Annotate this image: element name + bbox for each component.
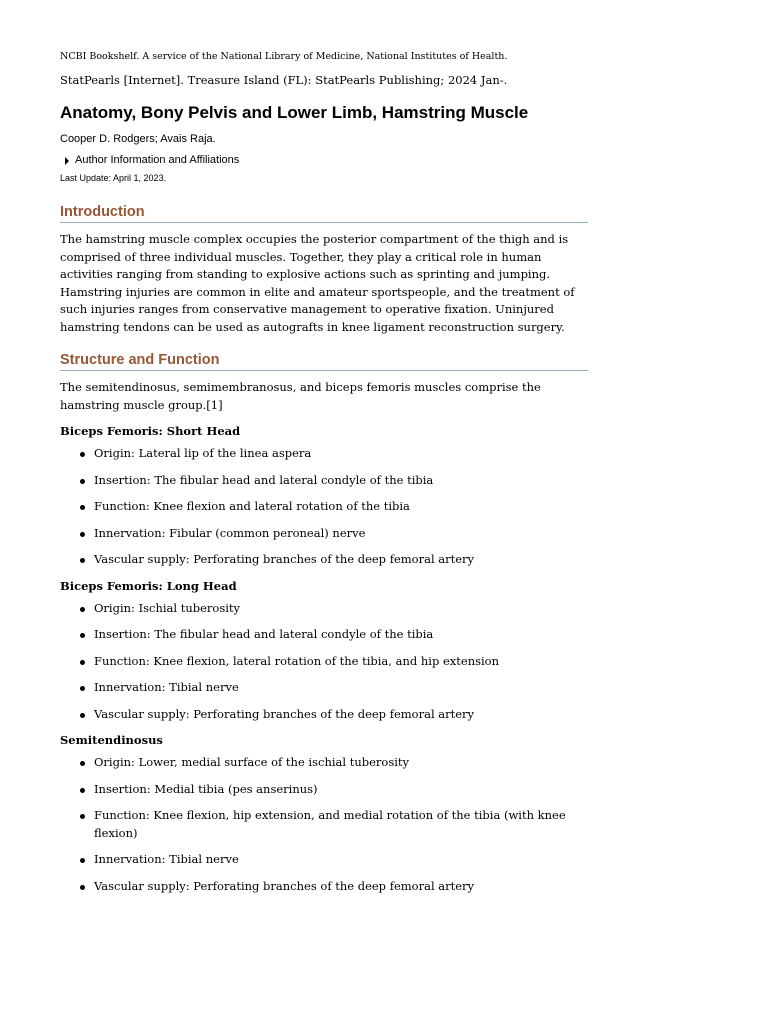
introduction-heading: Introduction <box>60 203 588 223</box>
list-item <box>94 626 588 644</box>
bullet-icon <box>80 532 85 537</box>
list-item <box>94 781 588 799</box>
list-item <box>94 525 588 543</box>
last-update: Last Update: April 1, 2023. <box>60 173 167 183</box>
bullet-icon <box>80 505 85 510</box>
author-affiliations-label: Author Information and Affiliations <box>75 154 240 166</box>
section-subheading: Semitendinosus <box>60 733 163 747</box>
bullet-icon <box>80 885 85 890</box>
bullet-icon <box>80 607 85 612</box>
bullet-icon <box>80 558 85 563</box>
bullet-icon <box>80 788 85 793</box>
list-item-text: Function: Knee flexion, lateral rotation of the tibia, and hip extension <box>94 653 500 668</box>
bullet-icon <box>80 660 85 665</box>
service-line: NCBI Bookshelf. A service of the National Library of Medicine, National Institutes of Health. <box>60 51 508 62</box>
bullet-icon <box>80 761 85 766</box>
muscle-sections <box>60 423 588 895</box>
list-item-text: Vascular supply: Perforating branches of the deep femoral artery <box>94 552 475 566</box>
structure-paragraph-text: The semitendinosus, semimembranosus, and biceps femoris muscles comprise the hamstring muscle group. <box>60 380 541 412</box>
list-item-text: Innervation: Fibular (common peroneal) nerve <box>94 525 366 540</box>
list-item-text: Function: Knee flexion, hip extension, and medial rotation of the tibia (with knee flexion) <box>94 808 566 840</box>
list-item-text: Vascular supply: Perforating branches of the deep femoral artery <box>94 706 475 721</box>
list-item <box>94 807 588 842</box>
list-item-text: Innervation: Tibial nerve <box>94 680 239 694</box>
muscle-attribute-list <box>60 600 588 724</box>
list-item-text: Vascular supply: Perforating branches of the deep femoral artery <box>94 878 475 893</box>
list-item <box>94 551 588 569</box>
list-item <box>94 851 588 869</box>
list-item-text: Origin: Lateral lip of the linea aspera <box>94 446 312 460</box>
list-item <box>94 472 588 490</box>
list-item <box>94 653 588 671</box>
structure-paragraph <box>60 379 588 414</box>
bullet-icon <box>80 452 85 457</box>
triangle-right-icon <box>65 157 69 165</box>
list-item <box>94 679 588 697</box>
structure-function-heading: Structure and Function <box>60 351 588 371</box>
section-subheading: Biceps Femoris: Short Head <box>60 424 241 438</box>
reference-link-1[interactable]: [1] <box>206 397 223 412</box>
list-item <box>94 600 588 618</box>
bullet-icon <box>80 479 85 484</box>
list-item-text: Insertion: The fibular head and lateral condyle of the tibia <box>94 472 434 487</box>
list-item-text: Origin: Lower, medial surface of the ischial tuberosity <box>94 755 410 769</box>
author-affiliations-toggle[interactable] <box>60 153 588 168</box>
article-page <box>60 50 588 895</box>
bullet-icon <box>80 814 85 819</box>
list-item-text: Function: Knee flexion and lateral rotation of the tibia <box>94 499 410 513</box>
publication-line: StatPearls [Internet]. Treasure Island (FL): StatPearls Publishing; 2024 Jan-. <box>60 73 508 87</box>
list-item-text: Innervation: Tibial nerve <box>94 852 239 866</box>
authors: Cooper D. Rodgers; Avais Raja. <box>60 133 216 145</box>
list-item <box>94 445 588 463</box>
list-item <box>94 754 588 772</box>
bullet-icon <box>80 858 85 863</box>
list-item-text: Insertion: The fibular head and lateral condyle of the tibia <box>94 627 434 641</box>
page-title: Anatomy, Bony Pelvis and Lower Limb, Hamstring Muscle <box>60 103 529 122</box>
list-item <box>94 706 588 724</box>
list-item-text: Insertion: Medial tibia (pes anserinus) <box>94 781 318 796</box>
muscle-attribute-list <box>60 445 588 569</box>
list-item-text: Origin: Ischial tuberosity <box>94 600 241 615</box>
list-item <box>94 878 588 896</box>
muscle-attribute-list <box>60 754 588 895</box>
bullet-icon <box>80 633 85 638</box>
list-item <box>94 498 588 516</box>
introduction-paragraph: The hamstring muscle complex occupies the posterior compartment of the thigh and is comprised of three individual muscles. Together, they play a critical role in human activities ranging from standing to explosive actions such as sprinting and jumping. Hamstring injuries are common in elite and amateur sportspeople, and the treatment of such injuries ranges from conservative management to operative fixation. Uninjured hamstring tendons can be used as autografts in knee ligament reconstruction surgery. <box>60 232 575 334</box>
section-subheading: Biceps Femoris: Long Head <box>60 578 237 593</box>
bullet-icon <box>80 686 85 691</box>
bullet-icon <box>80 713 85 718</box>
